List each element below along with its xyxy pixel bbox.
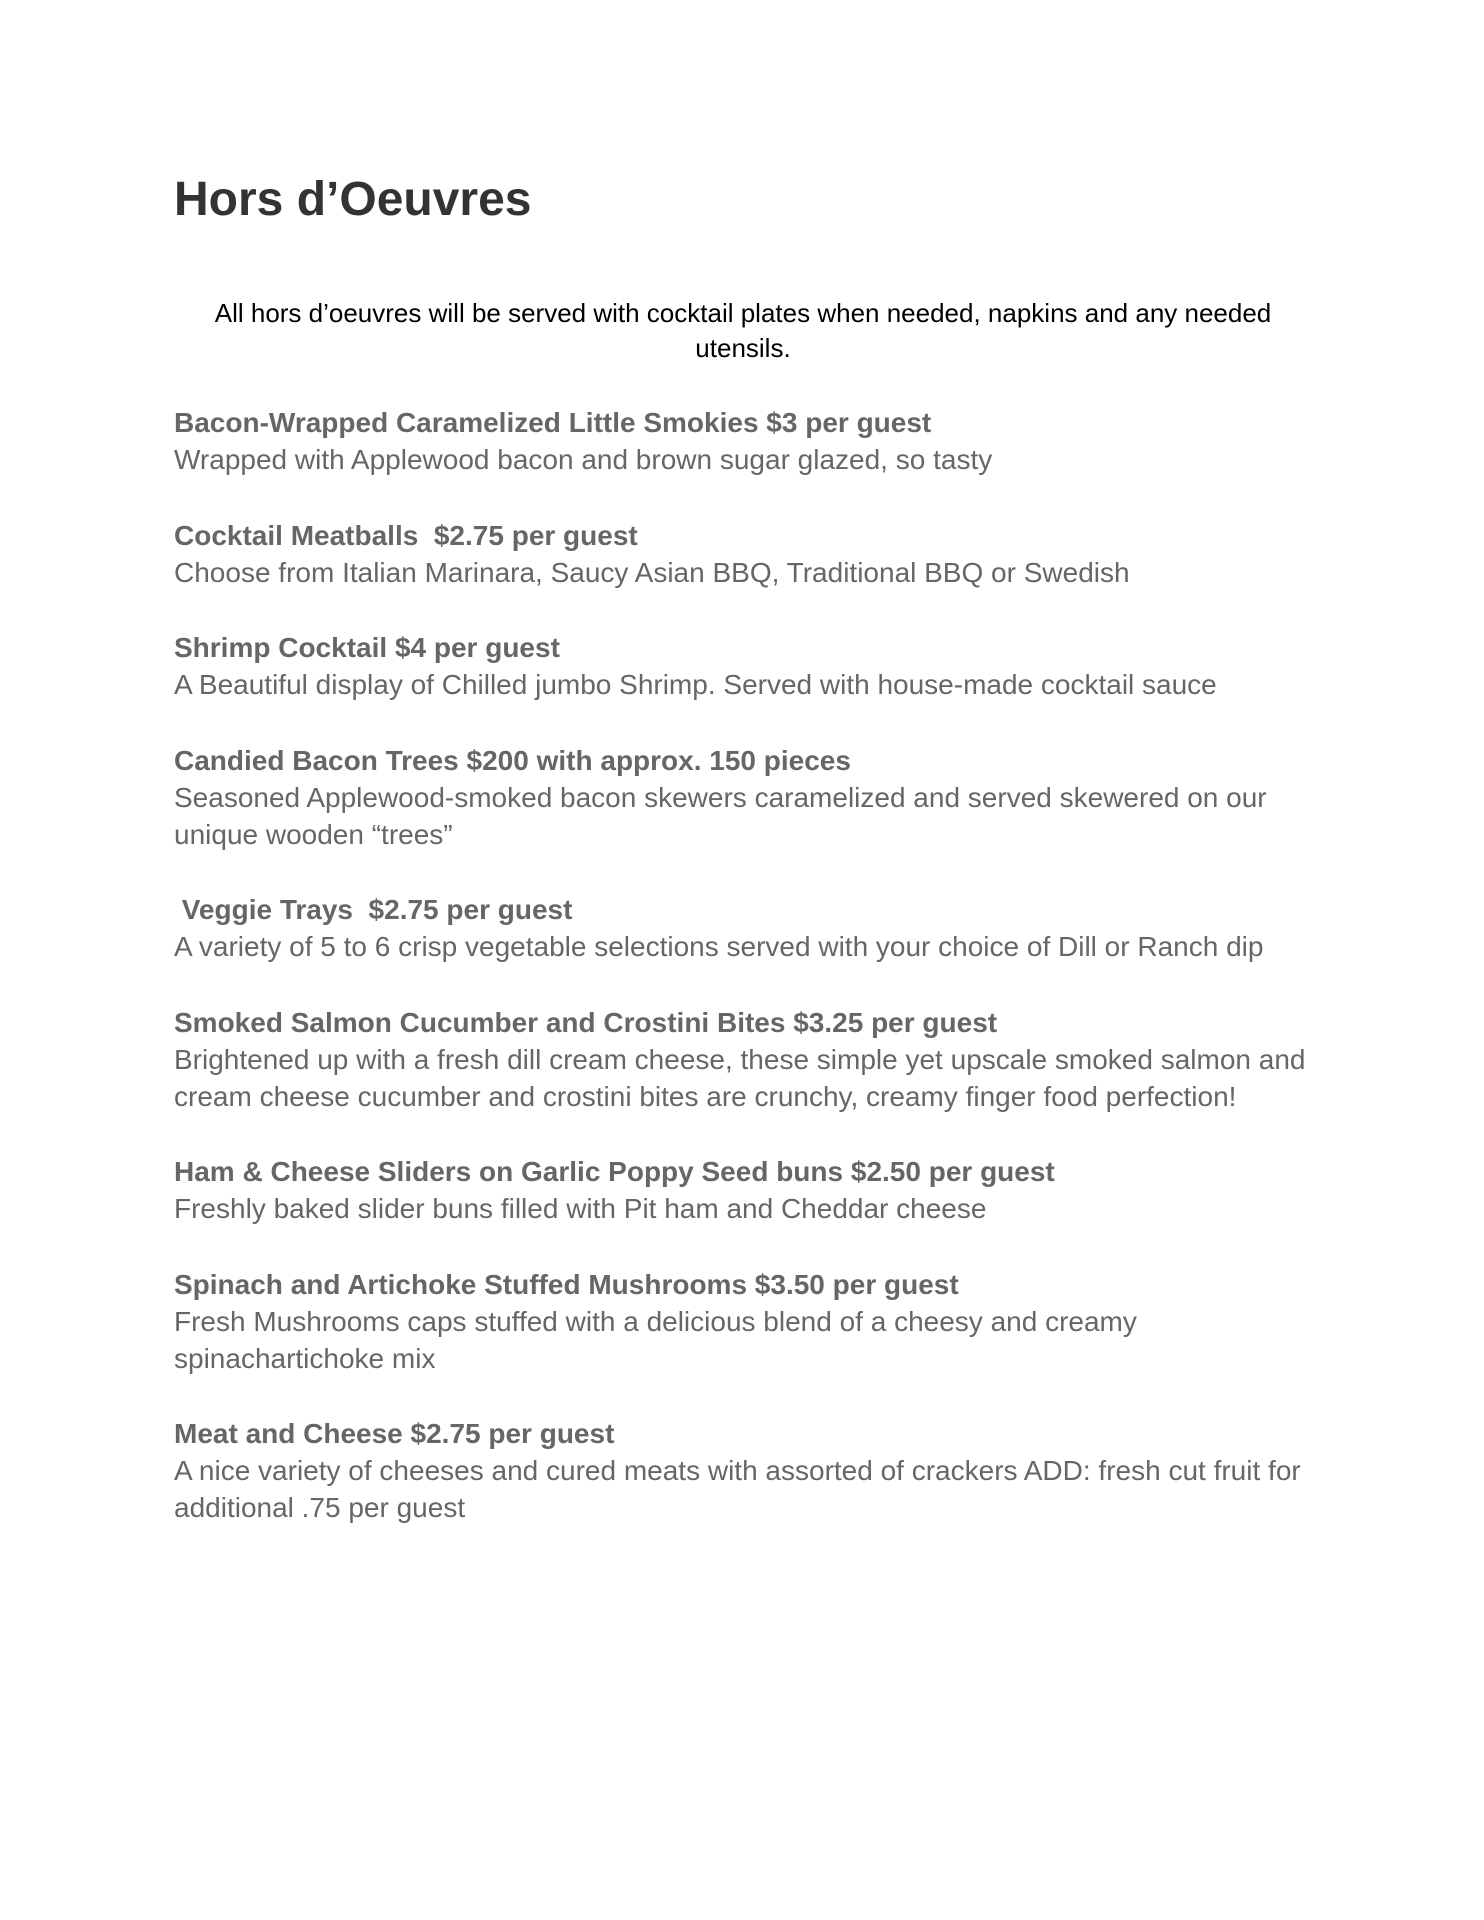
menu-item [174,742,1324,853]
menu-item [174,629,1324,703]
menu-item-name: Meat and Cheese $2.75 per guest [174,1418,615,1449]
menu-item-name: Ham & Cheese Sliders on Garlic Poppy Seed buns $2.50 per guest [174,1156,1055,1187]
menu-item-description: A nice variety of cheeses and cured meats with assorted of crackers ADD: fresh cut fruit for additional .75 per guest [174,1455,1301,1523]
menu-item-description: Choose from Italian Marinara, Saucy Asian BBQ, Traditional BBQ or Swedish [174,557,1130,588]
intro-note: All hors d’oeuvres will be served with cocktail plates when needed, napkins and any needed utensils. [214,298,1272,363]
menu-item-name: Cocktail Meatballs $2.75 per guest [174,520,638,551]
menu-item [174,1415,1324,1526]
menu-item [174,1004,1324,1115]
menu-item [174,404,1324,478]
menu-item-name: Candied Bacon Trees $200 with approx. 150 pieces [174,745,851,776]
menu-item-description: Brightened up with a fresh dill cream cheese, these simple yet upscale smoked salmon and cream cheese cucumber and crostini bites are crunchy, creamy finger food perfection! [174,1044,1306,1112]
menu-item [174,1153,1324,1227]
menu-item-description: Fresh Mushrooms caps stuffed with a delicious blend of a cheesy and creamy spinachartichoke mix [174,1306,1137,1374]
menu-item-name: Spinach and Artichoke Stuffed Mushrooms $3.50 per guest [174,1269,959,1300]
menu-item-description: Wrapped with Applewood bacon and brown sugar glazed, so tasty [174,444,993,475]
menu-item-description: Seasoned Applewood-smoked bacon skewers caramelized and served skewered on our unique wooden “trees” [174,782,1267,850]
menu-item-name: Bacon-Wrapped Caramelized Little Smokies $3 per guest [174,407,932,438]
menu-item-name: Shrimp Cocktail $4 per guest [174,632,560,663]
page-title: Hors d’Oeuvres [174,173,532,226]
menu-item [174,891,1324,965]
menu-item-description: A variety of 5 to 6 crisp vegetable selections served with your choice of Dill or Ranch dip [174,931,1264,962]
menu-item-name: Veggie Trays $2.75 per guest [174,894,573,925]
menu-item-description: A Beautiful display of Chilled jumbo Shrimp. Served with house-made cocktail sauce [174,669,1217,700]
menu-item [174,517,1324,591]
menu-item-name: Smoked Salmon Cucumber and Crostini Bites $3.25 per guest [174,1007,998,1038]
menu-item-description: Freshly baked slider buns filled with Pit ham and Cheddar cheese [174,1193,987,1224]
menu-item [174,1266,1324,1377]
